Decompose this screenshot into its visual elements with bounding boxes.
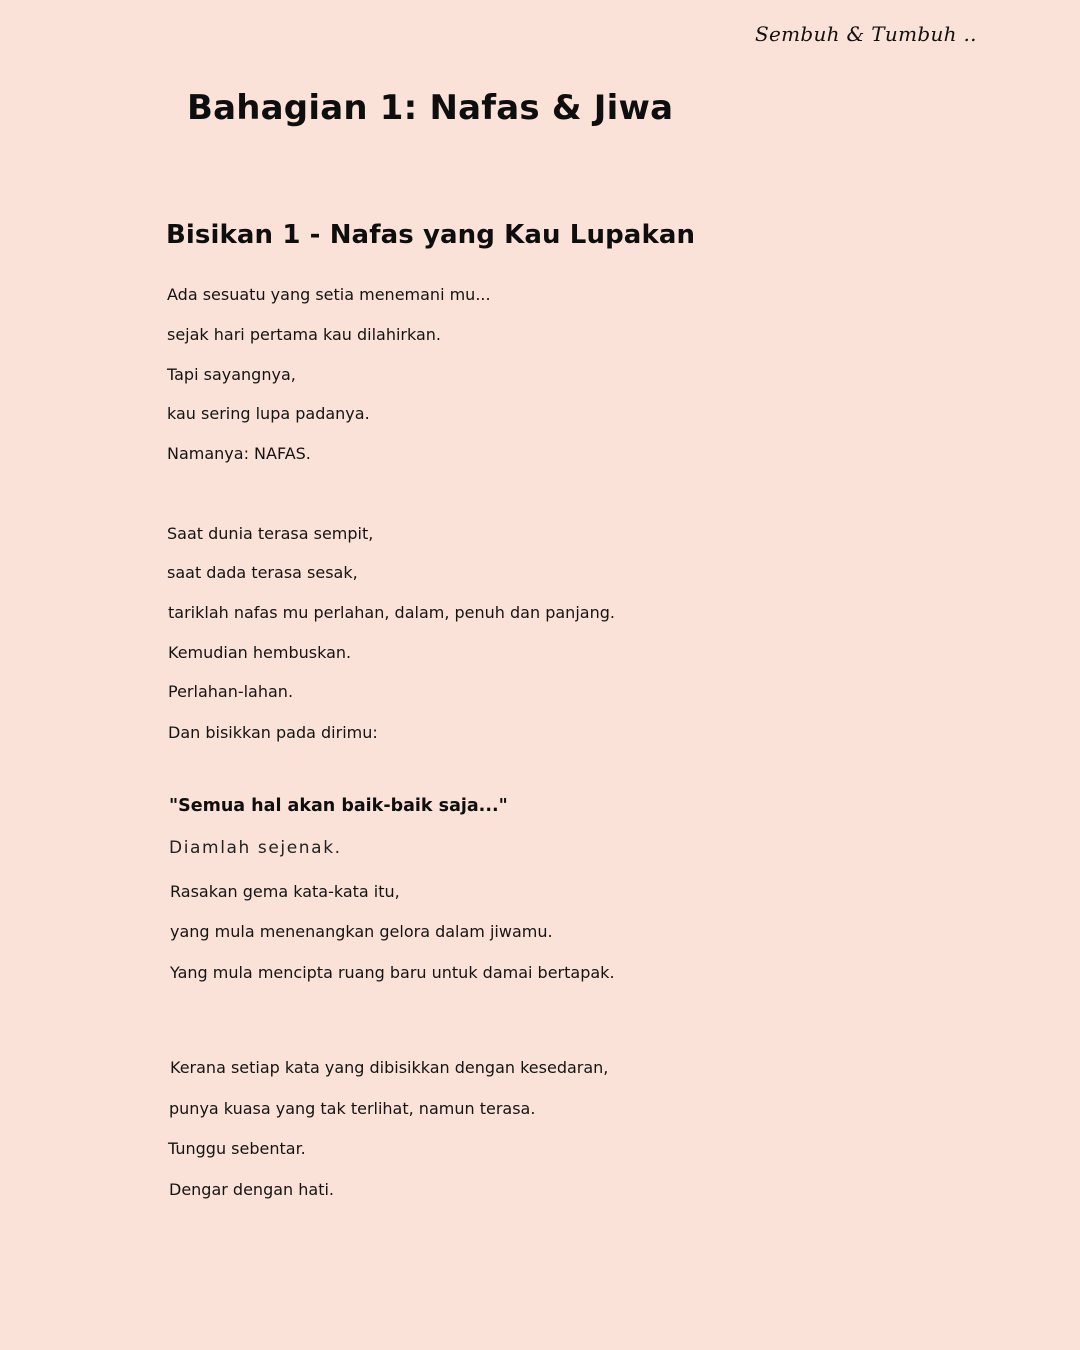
poem-line: Namanya: NAFAS.: [167, 444, 311, 463]
poem-line: Saat dunia terasa sempit,: [167, 524, 374, 543]
part-title: Bahagian 1: Nafas & Jiwa: [187, 88, 674, 128]
poem-line: kau sering lupa padanya.: [167, 404, 370, 423]
brand-signature: Sembuh & Tumbuh ..: [755, 22, 977, 46]
poem-line: Kemudian hembuskan.: [168, 643, 352, 662]
poem-line: punya kuasa yang tak terlihat, namun terasa.: [169, 1099, 536, 1118]
poem-line: Yang mula mencipta ruang baru untuk damai bertapak.: [170, 963, 615, 982]
affirmation-quote: "Semua hal akan baik-baik saja...": [169, 796, 508, 816]
chapter-title: Bisikan 1 - Nafas yang Kau Lupakan: [166, 220, 696, 250]
poem-line: sejak hari pertama kau dilahirkan.: [167, 325, 442, 344]
pause-line: Diamlah sejenak.: [169, 838, 342, 858]
poem-line: Kerana setiap kata yang dibisikkan dengan kesedaran,: [170, 1058, 609, 1077]
poem-line: Dengar dengan hati.: [169, 1180, 335, 1199]
poem-line: Perlahan-lahan.: [168, 682, 294, 701]
poem-line: Ada sesuatu yang setia menemani mu...: [167, 285, 491, 304]
poem-line: Dan bisikkan pada dirimu:: [168, 723, 378, 742]
poem-line: Tunggu sebentar.: [168, 1139, 306, 1158]
poem-line: tariklah nafas mu perlahan, dalam, penuh dan panjang.: [168, 603, 615, 622]
poem-line: saat dada terasa sesak,: [167, 563, 358, 582]
poem-line: yang mula menenangkan gelora dalam jiwamu.: [170, 922, 553, 941]
poem-line: Rasakan gema kata-kata itu,: [170, 882, 400, 901]
poem-line: Tapi sayangnya,: [167, 365, 296, 384]
